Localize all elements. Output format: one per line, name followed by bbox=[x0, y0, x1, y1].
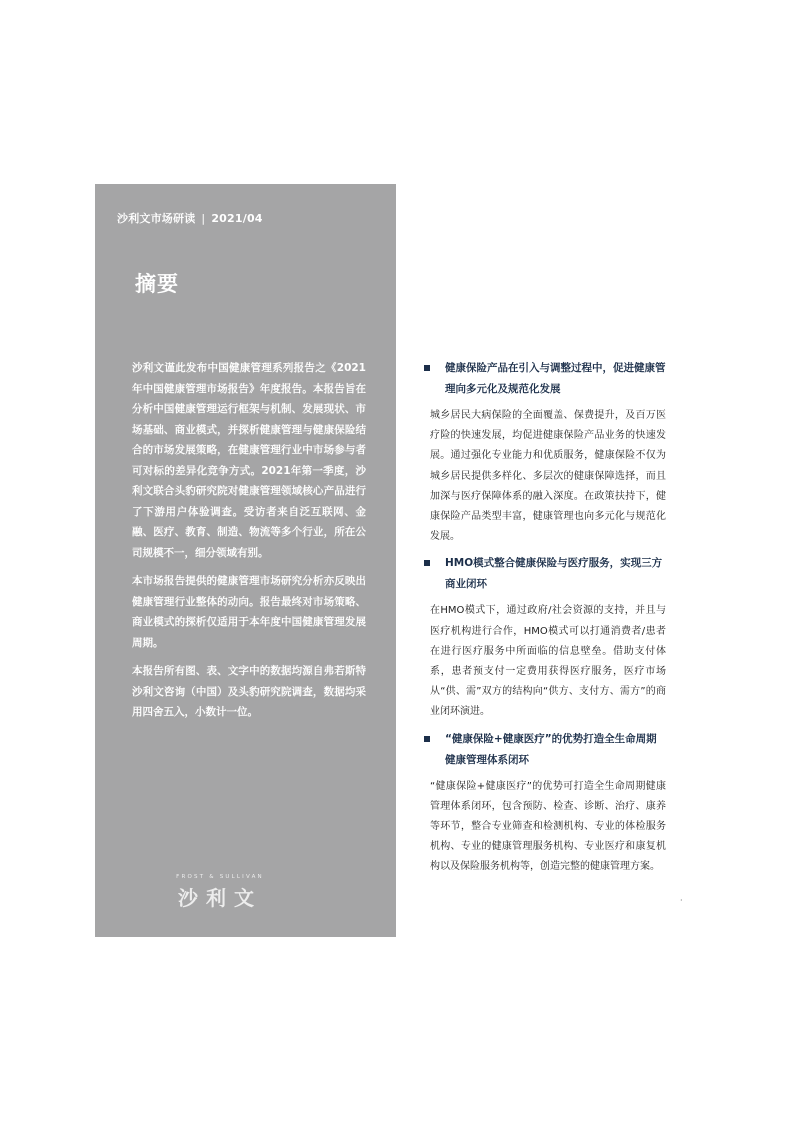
finding-body: 城乡居民大病保险的全面覆盖、保费提升，及百万医疗险的快速发展，均促进健康保险产品业务的快速发展。通过强化专业能力和优质服务，健康保险不仅为城乡居民提供多样化、多层次的健康保障选择，而且加深与医疗保障体系的融入深度。在政策扶持下，健康保险产品类型丰富，健康管理也向多元化与规范化发展。 bbox=[430, 410, 666, 543]
square-bullet-icon bbox=[424, 365, 430, 371]
header-brand: 沙利文市场研读 bbox=[117, 212, 196, 225]
report-header bbox=[117, 210, 263, 226]
header-date: 2021/04 bbox=[211, 212, 263, 225]
page-title: 摘要 bbox=[135, 272, 179, 296]
square-bullet-icon bbox=[424, 736, 430, 742]
summary-paragraph: 沙利文谨此发布中国健康管理系列报告之《2021年中国健康管理市场报告》年度报告。本报告旨在分析中国健康管理运行框架与机制、发展现状、市场基础、商业模式，并探析健康管理与健康保险结合的市场发展策略，在健康管理行业中市场参与者可对标的差异化竞争方式。2021年第一季度，沙利文联合头豹研究院对健康管理领域核心产品进行了下游用户体验调查。受访者来自泛互联网、金融、医疗、教育、制造、物流等多个行业，所在公司规模不一，细分领域有别。 bbox=[132, 362, 366, 559]
square-bullet-icon bbox=[424, 560, 430, 566]
finding-title: 健康保险产品在引入与调整过程中，促进健康管理向多元化及规范化发展 bbox=[445, 362, 666, 395]
finding-section bbox=[424, 553, 666, 722]
finding-body: “健康保险+健康医疗”的优势可打造全生命周期健康管理体系闭环，包含预防、检查、诊断、治疗、康养等环节，整合专业筛查和检测机构、专业的体检服务机构、专业的健康管理服务机构、专业医疗和康复机构以及保险服务机构等，创造完整的健康管理方案。 bbox=[430, 780, 666, 873]
sullivan-logo bbox=[145, 874, 295, 911]
finding-title: HMO模式整合健康保险与医疗服务，实现三方商业闭环 bbox=[445, 557, 663, 591]
logo-subtitle: FROST & SULLIVAN bbox=[176, 874, 264, 880]
summary-panel bbox=[95, 184, 396, 937]
finding-heading bbox=[424, 553, 666, 595]
header-separator: | bbox=[201, 212, 206, 225]
summary-paragraph: 本报告所有图、表、文字中的数据均源自弗若斯特沙利文咨询（中国）及头豹研究院调查，数据均采用四舍五入，小数计一位。 bbox=[132, 665, 366, 718]
summary-text bbox=[132, 358, 366, 731]
finding-section bbox=[424, 358, 666, 547]
finding-body: 在HMO模式下，通过政府/社会资源的支持，并且与医疗机构进行合作，HMO模式可以打通消费者/患者在进行医疗服务中所面临的信息壁垒。借助支付体系，患者预支付一定费用获得医疗服务，医疗市场从“供、需”双方的结构向“供方、支付方、需方”的商业闭环演进。 bbox=[430, 605, 666, 718]
page-mark: · bbox=[680, 896, 683, 905]
logo-wordmark: 沙利文 bbox=[178, 886, 262, 910]
finding-section bbox=[424, 729, 666, 878]
finding-heading bbox=[424, 729, 666, 771]
finding-heading bbox=[424, 358, 666, 400]
finding-title: “健康保险+健康医疗”的优势打造全生命周期健康管理体系闭环 bbox=[445, 732, 657, 766]
summary-paragraph: 本市场报告提供的健康管理市场研究分析亦反映出健康管理行业整体的动向。报告最终对市场策略、商业模式的探析仅适用于本年度中国健康管理发展周期。 bbox=[132, 575, 366, 649]
key-findings bbox=[424, 358, 666, 884]
